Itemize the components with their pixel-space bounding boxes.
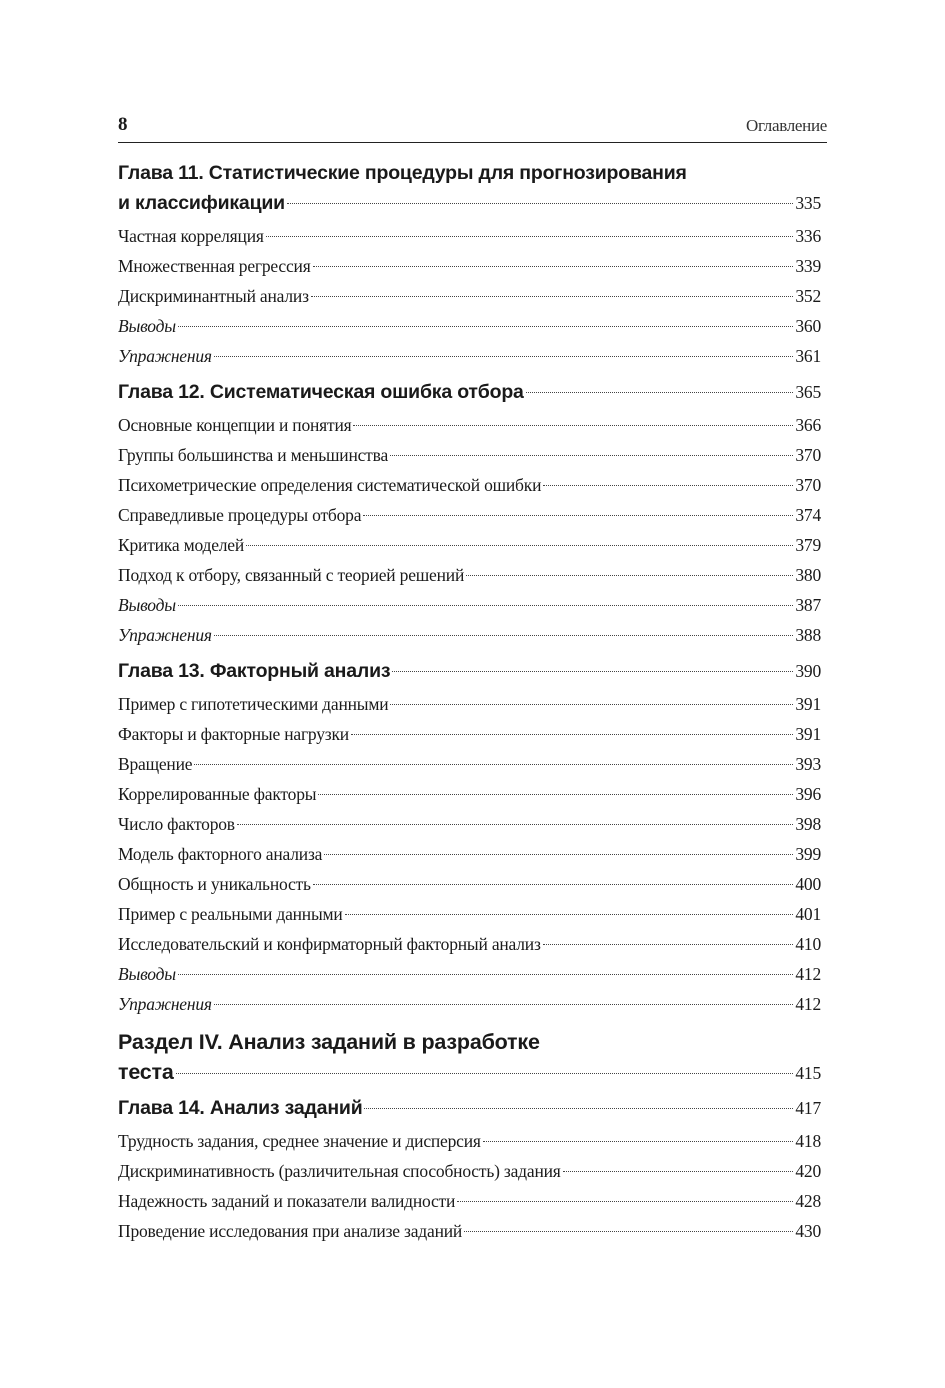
entry-title: Коррелированные факторы: [118, 784, 317, 804]
entry-page-number: 339: [795, 256, 821, 276]
entry-title: Факторы и факторные нагрузки: [118, 724, 349, 744]
entry-title: Выводы: [118, 964, 176, 984]
toc-entry[interactable]: [118, 1186, 821, 1216]
dot-leader: [353, 425, 793, 426]
dot-leader: [543, 944, 794, 945]
entry-page-number: 399: [795, 844, 821, 864]
toc-entry[interactable]: [118, 440, 821, 470]
toc-entry[interactable]: [118, 779, 821, 809]
toc-entry[interactable]: [118, 590, 821, 620]
table-of-contents: [118, 158, 821, 1246]
entry-page-number: 388: [795, 625, 821, 645]
dot-leader: [483, 1141, 794, 1142]
entry-title: Пример с реальными данными: [118, 904, 343, 924]
toc-entry[interactable]: [118, 989, 821, 1019]
toc-entry[interactable]: [118, 410, 821, 440]
entry-page-number: 360: [795, 316, 821, 336]
entry-page-number: 393: [795, 754, 821, 774]
entry-page-number: 391: [795, 724, 821, 744]
entry-title: Исследовательский и конфирматорный факторный анализ: [118, 934, 541, 954]
dot-leader: [526, 392, 794, 393]
toc-entry[interactable]: [118, 1093, 821, 1123]
toc-entry[interactable]: [118, 500, 821, 530]
entry-page-number: 418: [795, 1131, 821, 1151]
entry-page-number: 387: [795, 595, 821, 615]
entry-title: Группы большинства и меньшинства: [118, 445, 389, 465]
toc-entry[interactable]: [118, 1126, 821, 1156]
entry-page-number: 401: [795, 904, 821, 924]
entry-title: Упражнения: [118, 625, 212, 645]
entry-title: Надежность заданий и показатели валидности: [118, 1191, 456, 1211]
entry-page-number: 336: [795, 226, 821, 246]
entry-page-number: 379: [795, 535, 821, 555]
entry-title: теста: [118, 1060, 174, 1084]
entry-page-number: 352: [795, 286, 821, 306]
entry-title: Трудность задания, среднее значение и дисперсия: [118, 1131, 481, 1151]
toc-entry[interactable]: [118, 1057, 821, 1087]
entry-title: Основные концепции и понятия: [118, 415, 352, 435]
entry-title: Пример с гипотетическими данными: [118, 694, 389, 714]
entry-title: Множественная регрессия: [118, 256, 311, 276]
dot-leader: [194, 764, 793, 765]
entry-page-number: 396: [795, 784, 821, 804]
entry-title: Дискриминативность (различительная способность) задания: [118, 1161, 561, 1181]
entry-page-number: 335: [795, 193, 821, 213]
entry-title: Дискриминантный анализ: [118, 286, 309, 306]
entry-title: Модель факторного анализа: [118, 844, 323, 864]
entry-page-number: 391: [795, 694, 821, 714]
page-number: 8: [118, 114, 128, 135]
dot-leader: [311, 296, 794, 297]
entry-page-number: 380: [795, 565, 821, 585]
toc-entry[interactable]: [118, 530, 821, 560]
toc-entry[interactable]: [118, 1216, 821, 1246]
dot-leader: [214, 635, 794, 636]
toc-entry[interactable]: [118, 311, 821, 341]
dot-leader: [318, 794, 793, 795]
entry-page-number: 398: [795, 814, 821, 834]
entry-title: Глава 13. Факторный анализ: [118, 660, 391, 682]
chapter-heading: [118, 377, 821, 407]
heading-line: Раздел IV. Анализ заданий в разработке: [118, 1030, 540, 1054]
dot-leader: [563, 1171, 794, 1172]
entry-page-number: 428: [795, 1191, 821, 1211]
dot-leader: [457, 1201, 793, 1202]
dot-leader: [351, 734, 793, 735]
heading-line: Глава 11. Статистические процедуры для прогнозирования: [118, 162, 687, 184]
dot-leader: [392, 671, 793, 672]
entry-page-number: 420: [795, 1161, 821, 1181]
dot-leader: [363, 515, 793, 516]
toc-entry[interactable]: [118, 899, 821, 929]
dot-leader: [178, 974, 793, 975]
chapter-heading: [118, 656, 821, 686]
entry-page-number: 374: [795, 505, 821, 525]
entry-page-number: 370: [795, 475, 821, 495]
entry-title: Глава 14. Анализ заданий: [118, 1097, 363, 1119]
toc-entry[interactable]: [118, 620, 821, 650]
toc-entry[interactable]: [118, 470, 821, 500]
entry-title: Выводы: [118, 316, 176, 336]
section-heading: [118, 1027, 821, 1087]
entry-title: Общность и уникальность: [118, 874, 311, 894]
dot-leader: [390, 455, 793, 456]
dot-leader: [266, 236, 794, 237]
toc-entry[interactable]: [118, 251, 821, 281]
entry-page-number: 390: [795, 661, 821, 681]
toc-entry[interactable]: [118, 560, 821, 590]
toc-entry[interactable]: [118, 689, 821, 719]
entry-page-number: 412: [795, 994, 821, 1014]
dot-leader: [324, 854, 793, 855]
toc-entry[interactable]: [118, 749, 821, 779]
dot-leader: [178, 605, 793, 606]
toc-entry[interactable]: [118, 959, 821, 989]
entry-title: Справедливые процедуры отбора: [118, 505, 362, 525]
entry-page-number: 361: [795, 346, 821, 366]
entry-title: Выводы: [118, 595, 176, 615]
chapter-heading: [118, 158, 821, 218]
entry-page-number: 412: [795, 964, 821, 984]
entry-page-number: 366: [795, 415, 821, 435]
running-header: [118, 114, 827, 143]
entry-title: Упражнения: [118, 994, 212, 1014]
entry-title: и классификации: [118, 192, 285, 214]
toc-entry[interactable]: [118, 341, 821, 371]
entry-title: Глава 12. Систематическая ошибка отбора: [118, 381, 524, 403]
dot-leader: [313, 884, 794, 885]
dot-leader: [543, 485, 793, 486]
toc-entry[interactable]: [118, 656, 821, 686]
toc-entry[interactable]: [118, 281, 821, 311]
entry-title: Частная корреляция: [118, 226, 264, 246]
dot-leader: [390, 704, 793, 705]
dot-leader: [214, 356, 794, 357]
entry-title: Вращение: [118, 754, 193, 774]
toc-entry[interactable]: [118, 377, 821, 407]
entry-title: Упражнения: [118, 346, 212, 366]
toc-entry[interactable]: [118, 809, 821, 839]
toc-entry[interactable]: [118, 1156, 821, 1186]
entry-title: Подход к отбору, связанный с теорией решений: [118, 565, 465, 585]
entry-page-number: 430: [795, 1221, 821, 1241]
dot-leader: [345, 914, 794, 915]
entry-page-number: 415: [795, 1063, 821, 1083]
dot-leader: [237, 824, 793, 825]
entry-page-number: 365: [795, 382, 821, 402]
dot-leader: [176, 1073, 794, 1074]
dot-leader: [466, 575, 793, 576]
toc-entry[interactable]: [118, 719, 821, 749]
entry-title: Проведение исследования при анализе заданий: [118, 1221, 463, 1241]
running-title: Оглавление: [746, 116, 827, 135]
entry-page-number: 370: [795, 445, 821, 465]
entry-title: Число факторов: [118, 814, 235, 834]
entry-page-number: 400: [795, 874, 821, 894]
entry-title: Критика моделей: [118, 535, 245, 555]
entry-title: Психометрические определения систематической ошибки: [118, 475, 542, 495]
dot-leader: [178, 326, 793, 327]
toc-entry[interactable]: [118, 929, 821, 959]
toc-entry[interactable]: [118, 221, 821, 251]
dot-leader: [287, 203, 793, 204]
toc-entry[interactable]: [118, 188, 821, 218]
chapter-heading: [118, 1093, 821, 1123]
toc-entry[interactable]: [118, 869, 821, 899]
toc-entry[interactable]: [118, 839, 821, 869]
entry-page-number: 410: [795, 934, 821, 954]
dot-leader: [313, 266, 794, 267]
dot-leader: [246, 545, 793, 546]
dot-leader: [364, 1108, 793, 1109]
dot-leader: [214, 1004, 794, 1005]
dot-leader: [464, 1231, 793, 1232]
entry-page-number: 417: [795, 1098, 821, 1118]
